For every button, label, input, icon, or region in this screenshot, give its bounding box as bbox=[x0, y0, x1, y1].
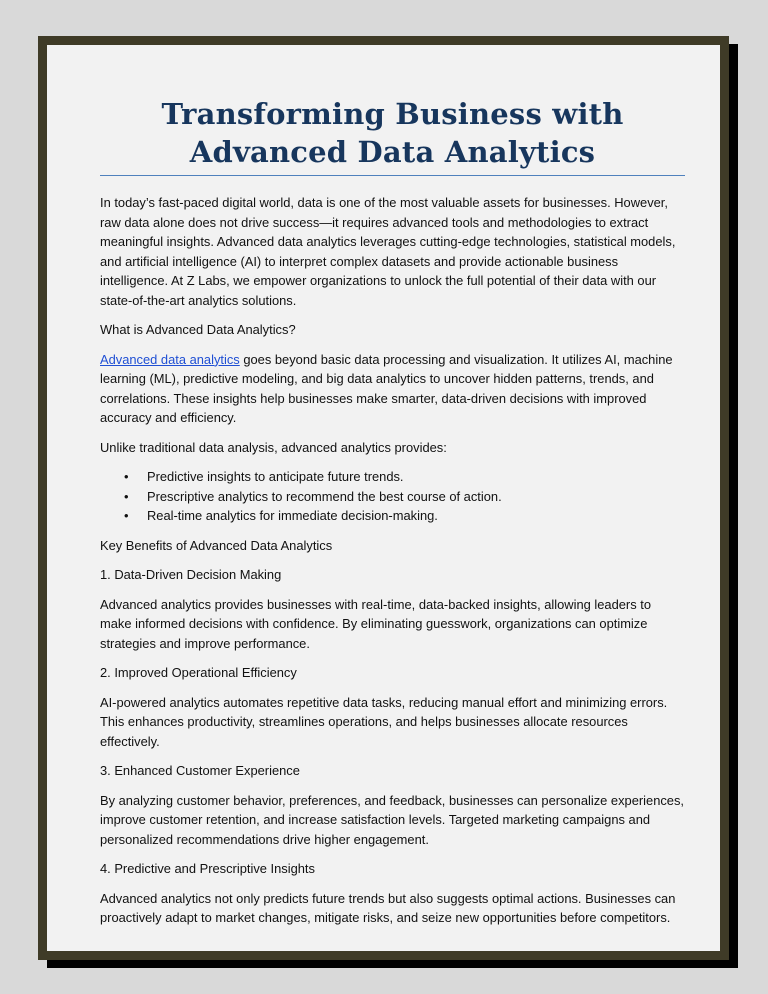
list-item-text: Prescriptive analytics to recommend the best course of action. bbox=[147, 488, 502, 504]
section-body-3: By analyzing customer behavior, preferences, and feedback, businesses can personalize experiences, improve customer retention, and increase satisfaction levels. Targeted marketing campaigns and personalized recommendations drive higher engagement. bbox=[100, 792, 684, 847]
list-item-text: Real-time analytics for immediate decision-making. bbox=[147, 508, 438, 523]
section-body-4: Advanced analytics not only predicts future trends but also suggests optimal actions. Businesses can proactively adapt to market changes, mitigate risks, and seize new opportunities before competitors. bbox=[100, 890, 676, 925]
section-heading-1: 1. Data-Driven Decision Making bbox=[100, 567, 282, 582]
document-title: Transforming Business with Advanced Data Analytics bbox=[100, 95, 685, 176]
what-is-heading: What is Advanced Data Analytics? bbox=[100, 322, 296, 337]
section-body-1: Advanced analytics provides businesses with real-time, data-backed insights, allowing leaders to make informed decisions with confidence. By eliminating guesswork, organizations can optimize strategies and improve performance. bbox=[100, 596, 652, 651]
what-is-paragraph bbox=[100, 350, 685, 428]
bullet-icon: • bbox=[124, 488, 129, 504]
section-heading-3: 3. Enhanced Customer Experience bbox=[100, 763, 300, 778]
list-item-text: Predictive insights to anticipate future trends. bbox=[147, 469, 404, 484]
page-frame bbox=[38, 36, 729, 960]
bullet-icon: • bbox=[124, 469, 129, 484]
section-heading-4: 4. Predictive and Prescriptive Insights bbox=[100, 861, 315, 876]
list-item bbox=[100, 487, 685, 507]
document-body bbox=[100, 193, 685, 928]
section-body-2: AI-powered analytics automates repetitive data tasks, reducing manual effort and minimizing errors. This enhances productivity, streamlines operations, and helps businesses allocate resources effectively. bbox=[100, 694, 668, 749]
what-is-body: goes beyond basic data processing and visualization. It utilizes AI, machine learning (ML), predictive modeling, and big data analytics to uncover hidden patterns, trends, and correlations. These insights help businesses make smarter, data-driven decisions with improved accuracy and efficiency. bbox=[100, 351, 673, 425]
intro-paragraph: In today’s fast-paced digital world, data is one of the most valuable assets for businesses. However, raw data alone does not drive success—it requires advanced tools and methodologies to extract meaningful insights. Advanced data analytics leverages cutting-edge technologies, statistical models, and artificial intelligence (AI) to interpret complex datasets and provide actionable business intelligence. At Z Labs, we empower organizations to unlock the full potential of their data with our state-of-the-art analytics solutions. bbox=[100, 195, 676, 308]
advanced-data-analytics-link[interactable]: Advanced data analytics bbox=[100, 351, 240, 367]
document-page bbox=[47, 45, 720, 951]
list-item bbox=[100, 506, 685, 526]
bullet-icon: • bbox=[124, 508, 129, 523]
document-content bbox=[100, 95, 685, 938]
benefit-bullet-list bbox=[100, 467, 685, 526]
unlike-paragraph: Unlike traditional data analysis, advanced analytics provides: bbox=[100, 439, 447, 455]
section-heading-2: 2. Improved Operational Efficiency bbox=[100, 665, 297, 680]
list-item bbox=[100, 467, 685, 487]
key-benefits-heading: Key Benefits of Advanced Data Analytics bbox=[100, 537, 333, 553]
